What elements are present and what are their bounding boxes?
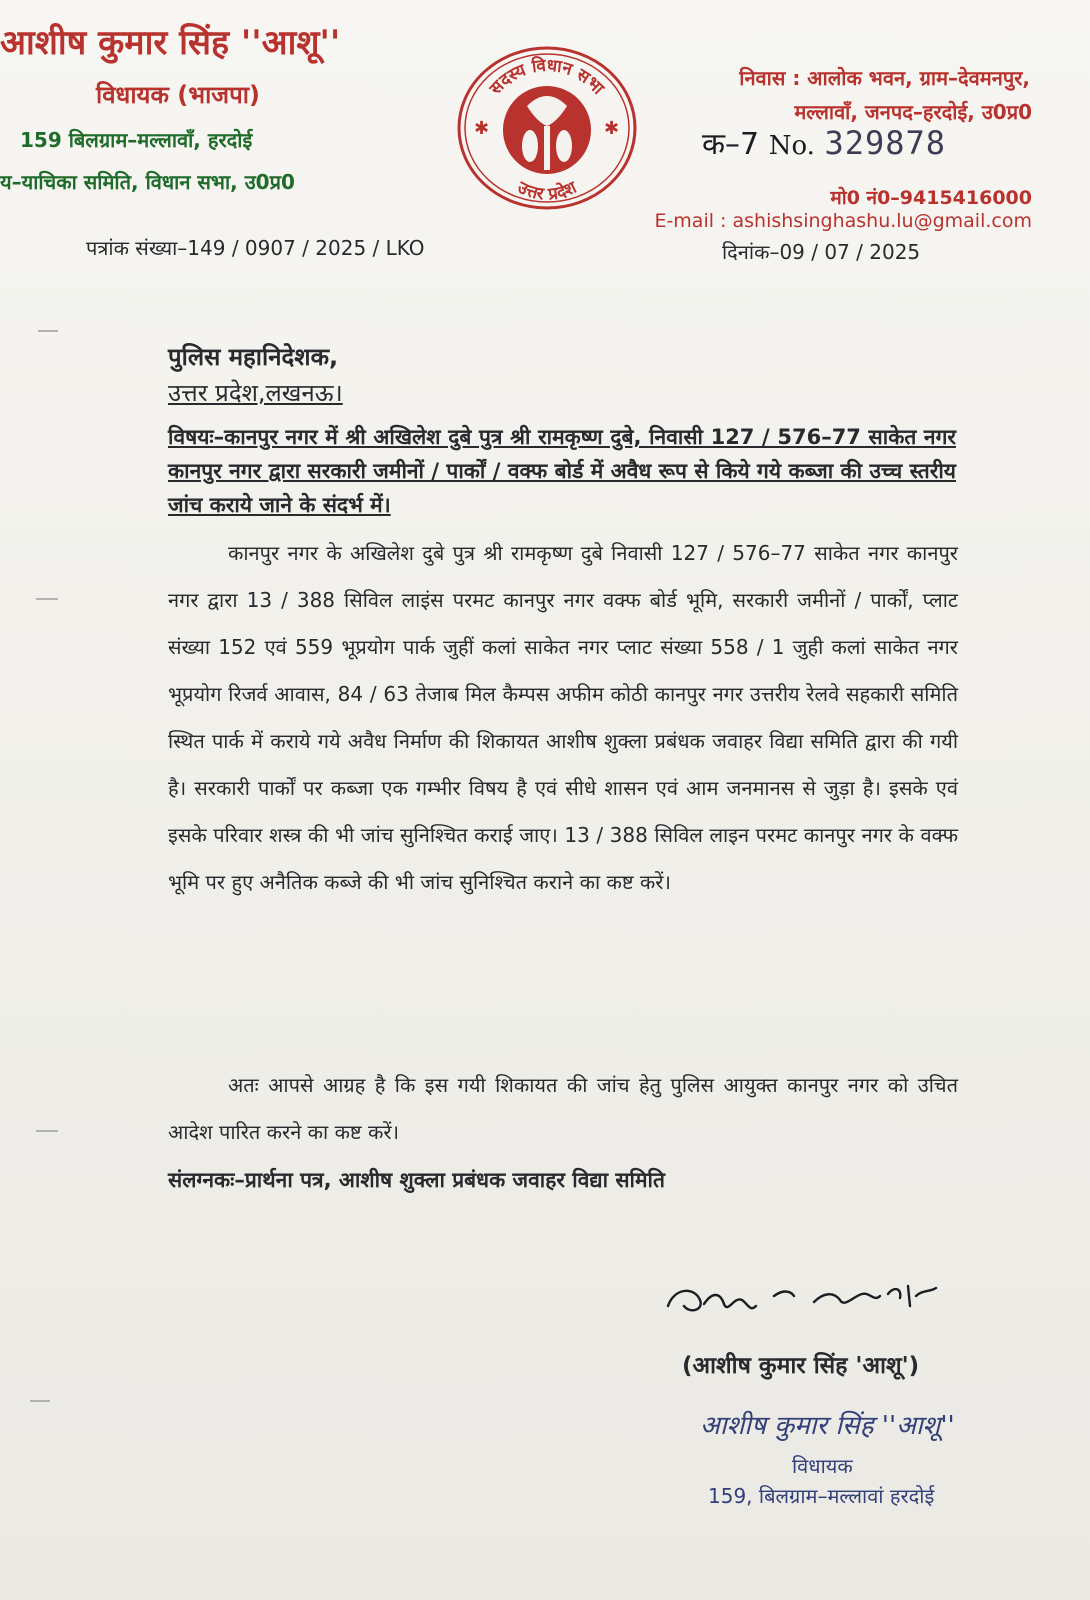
body-paragraph-1: कानपुर नगर के अखिलेश दुबे पुत्र श्री रामकृष्ण दुबे निवासी 127 / 576–77 साकेत नगर कानपुर नगर द्वारा 13 / 388 सिविल लाइंस परमट कानपुर नगर वक्फ बोर्ड भूमि, सरकारी जमीनों / पार्कों, प्लाट संख्या 152 एवं 559 भूप्रयोग पार्क जुहीं कलां साकेत नगर प्लाट संख्या 558 / 1 जुही कलां साकेत नगर भूप्रयोग रिजर्व आवास, 84 / 63 तेजाब मिल कैम्पस अफीम कोठी कानपुर नगर उत्तरीय रेलवे सहकारी समिति स्थित पार्क में कराये गये अवैध निर्माण की शिकायत आशीष शुक्ला प्रबंधक जवाहर विद्या समिति द्वारा की गयी है। सरकारी पार्कों पर कब्जा एक गम्भीर विषय है एवं सीधे शासन एवं आम जनमानस से जुड़ा है। इसके एवं इसके परिवार शस्त्र की भी जांच सुनिश्चित कराई जाए। 13 / 388 सिविल लाइन परमट कानपुर नगर के वक्फ भूमि पर हुए अनैतिक कब्जे की भी जांच सुनिश्चित कराने का कष्ट करें। bbox=[168, 541, 958, 894]
stamp-role: विधायक bbox=[792, 1454, 853, 1478]
body-paragraph-2: अतः आपसे आग्रह है कि इस गयी शिकायत की जांच हेतु पुलिस आयुक्त कानपुर नगर को उचित आदेश पारित करने का कष्ट करें। bbox=[168, 1073, 958, 1144]
reference-number: पत्रांक संख्या–149 / 0907 / 2025 / LKO bbox=[86, 236, 425, 260]
addressee-location: उत्तर प्रदेश,लखनऊ। bbox=[168, 379, 343, 407]
handwritten-signature-icon bbox=[664, 1266, 944, 1326]
emblem-bottom-text: उत्तर प्रदेश bbox=[514, 177, 580, 205]
svg-text:उत्तर प्रदेश bbox=[513, 177, 581, 205]
emblem-star-left-icon: ✱ bbox=[474, 118, 490, 139]
letterhead-email: E-mail : ashishsinghashu.lu@gmail.com bbox=[654, 210, 1032, 232]
assembly-emblem-icon bbox=[452, 42, 642, 212]
margin-mark bbox=[38, 330, 58, 332]
margin-mark bbox=[36, 598, 58, 600]
serial-value: 329878 bbox=[824, 124, 947, 162]
emblem-star-right-icon: ✱ bbox=[604, 118, 620, 139]
margin-mark bbox=[30, 1400, 50, 1402]
enclosure-line: संलग्नकः–प्रार्थना पत्र, आशीष शुक्ला प्रबंधक जवाहर विद्या समिति bbox=[168, 1168, 665, 1192]
stamp-constituency: 159, बिलग्राम–मल्लावां हरदोई bbox=[708, 1484, 935, 1508]
letterhead-residence-line2: मल्लावाँ, जनपद–हरदोई, उ0प्र0 bbox=[794, 100, 1032, 124]
letterhead-residence-line1: निवास : आलोक भवन, ग्राम–देवमनपुर, bbox=[739, 66, 1030, 90]
emblem-top-text: सदस्य विधान सभा bbox=[485, 55, 608, 99]
serial-number bbox=[702, 122, 946, 163]
serial-prefix: क–7 bbox=[702, 127, 760, 162]
letterhead-mobile: मो0 नं0–9415416000 bbox=[830, 187, 1032, 209]
letterhead-committee: य–याचिका समिति, विधान सभा, उ0प्र0 bbox=[0, 170, 295, 194]
margin-mark bbox=[36, 1130, 58, 1132]
serial-label: No. bbox=[768, 131, 815, 161]
letterhead-name: आशीष कुमार सिंह ''आशू'' bbox=[0, 23, 341, 63]
addressee-title: पुलिस महानिदेशक, bbox=[168, 343, 339, 371]
signatory-name: (आशीष कुमार सिंह 'आशू') bbox=[682, 1353, 920, 1379]
letterhead-role: विधायक (भाजपा) bbox=[96, 81, 260, 109]
letter-date: दिनांक–09 / 07 / 2025 bbox=[722, 240, 921, 264]
letter-subject: विषयः–कानपुर नगर में श्री अखिलेश दुबे पुत्र श्री रामकृष्ण दुबे, निवासी 127 / 576–77 साकेत नगर कानपुर नगर द्वारा सरकारी जमीनों / पार्कों / वक्फ बोर्ड में अवैध रूप से किये गये कब्जा की उच्च स्तरीय जांच कराये जाने के संदर्भ में। bbox=[168, 425, 956, 517]
letterhead-constituency: 159 बिलग्राम–मल्लावाँ, हरदोई bbox=[20, 128, 253, 152]
stamp-name: आशीष कुमार सिंह ''आशू'' bbox=[700, 1411, 955, 1441]
